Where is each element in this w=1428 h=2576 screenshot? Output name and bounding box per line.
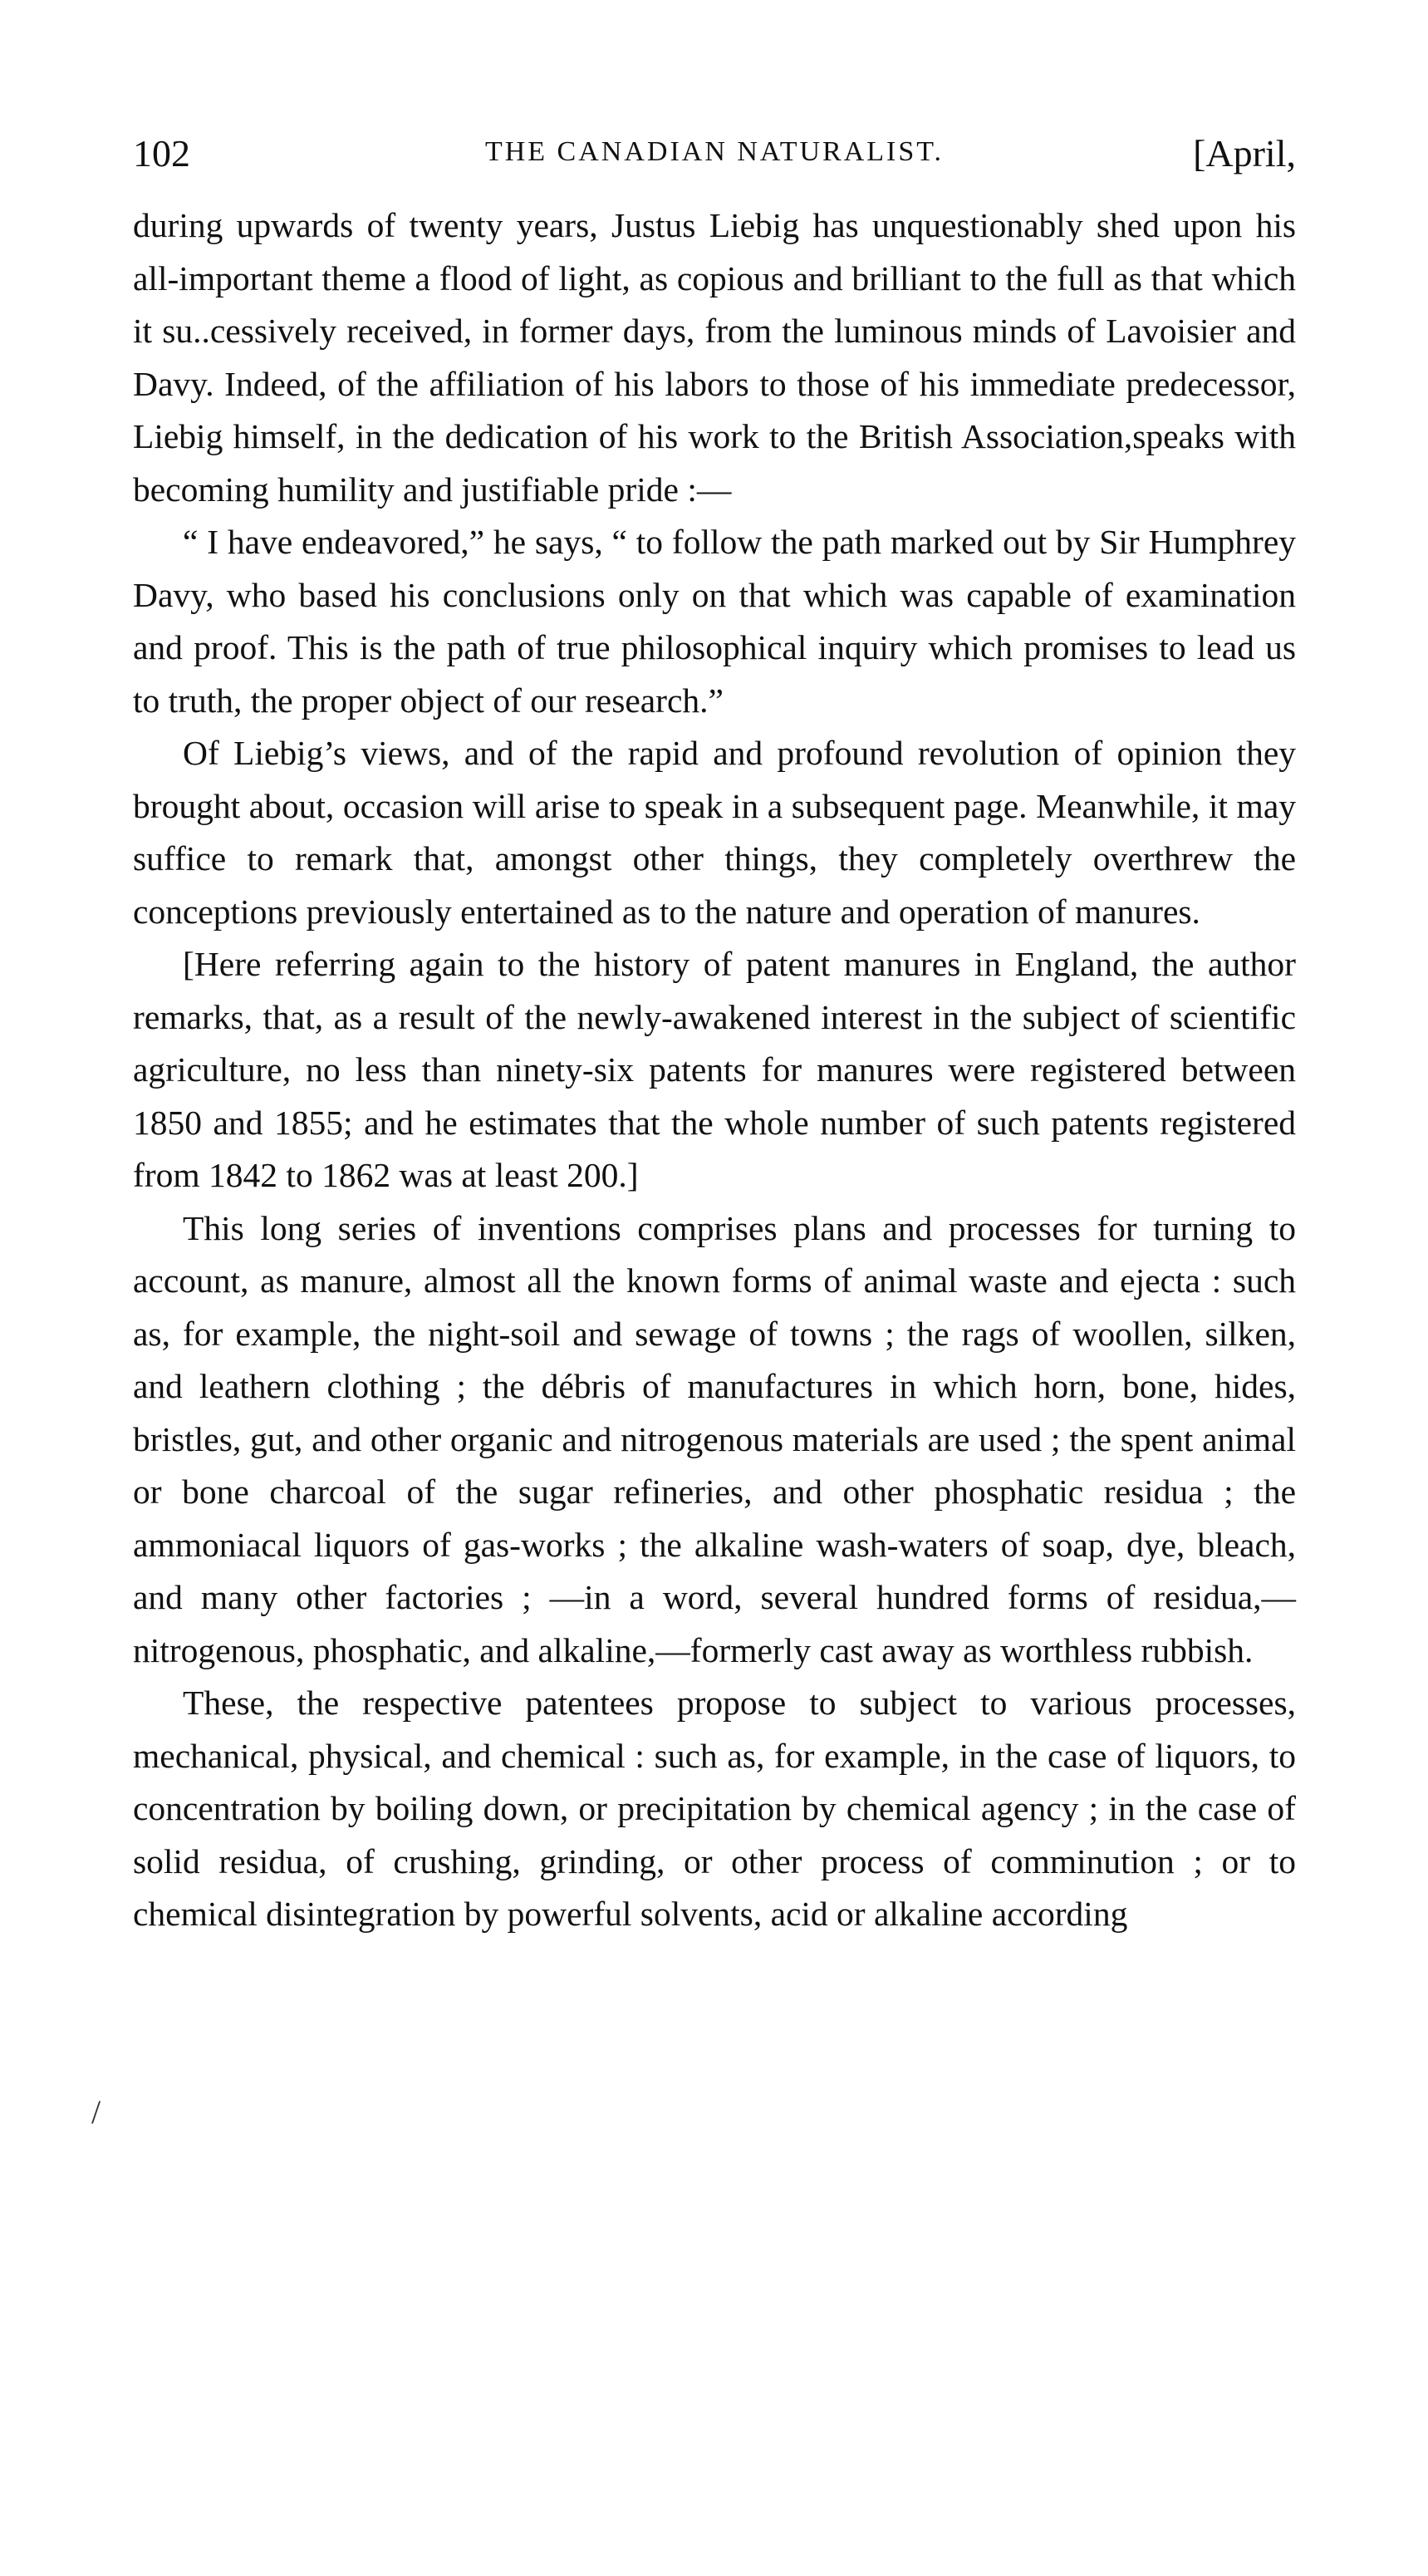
page-number: 102 xyxy=(133,132,190,175)
running-date: [April, xyxy=(1193,132,1296,175)
body-text xyxy=(133,199,1296,1941)
paragraph-processes: These, the respective patentees propose to subject to various processes, mechanical, physical, and chemical : such as, for example, in the case of liquors, to concentration by boiling down, or precipitation by chemical agency ; in the case of solid residua, of crushing, grinding, or other process of comminution ; or to chemical disintegration by powerful solvents, acid or alkaline according xyxy=(133,1684,1296,1933)
paragraph-liebig-views: Of Liebig’s views, and of the rapid and profound revolution of opinion they brought about, occasion will arise to speak in a subsequent page. Meanwhile, it may suffice to remark that, amongst other things, they completely overthrew the conceptions previously entertained as to the nature and operation of manures. xyxy=(133,734,1296,931)
paragraph-continuation: during upwards of twenty years, Justus Liebig has unquestionably shed upon his all-important theme a flood of light, as copious and brilliant to the full as that which it su..cessively received, in former days, from the luminous minds of Lavoisier and Davy. Indeed, of the affiliation of his labors to those of his immediate predecessor, Liebig himself, in the dedication of his work to the British Association,speaks with becoming humility and justifiable pride :— xyxy=(133,206,1296,509)
paragraph-editorial-note: [Here referring again to the history of patent manures in England, the author remarks, that, as a result of the newly-awakened interest in the subject of scientific agriculture, no less than ninety-six patents for manures were registered between 1850 and 1855; and he estimates that the whole number of such patents registered from 1842 to 1862 was at least 200.] xyxy=(133,945,1296,1194)
running-title: THE CANADIAN NATURALIST. xyxy=(484,136,945,167)
book-page xyxy=(133,125,1296,1941)
paragraph-inventions: This long series of inventions comprises plans and processes for turning to account, as manure, almost all the known forms of animal waste and ejecta : such as, for example, the night-soil and sewage of towns ; the rags of woollen, silken, and leathern clothing ; the débris of manufactures in which horn, bone, hides, bristles, gut, and other organic and nitrogenous materials are used ; the spent animal or bone charcoal of the sugar refineries, and other phosphatic residua ; the ammoniacal liquors of gas-works ; the alkaline wash-waters of soap, dye, bleach, and many other factories ; —in a word, several hundred forms of residua,—nitrogenous, phosphatic, and alkaline,—formerly cast away as worthless rubbish. xyxy=(133,1208,1296,1669)
paragraph-quotation: “ I have endeavored,” he says, “ to follow the path marked out by Sir Humphrey Davy, who based his conclusions only on that which was capable of examination and proof. This is the path of true philosophical inquiry which promises to lead us to truth, the proper object of our research.” xyxy=(133,523,1296,720)
margin-mark: / xyxy=(91,2093,101,2131)
page-header xyxy=(133,125,1296,188)
